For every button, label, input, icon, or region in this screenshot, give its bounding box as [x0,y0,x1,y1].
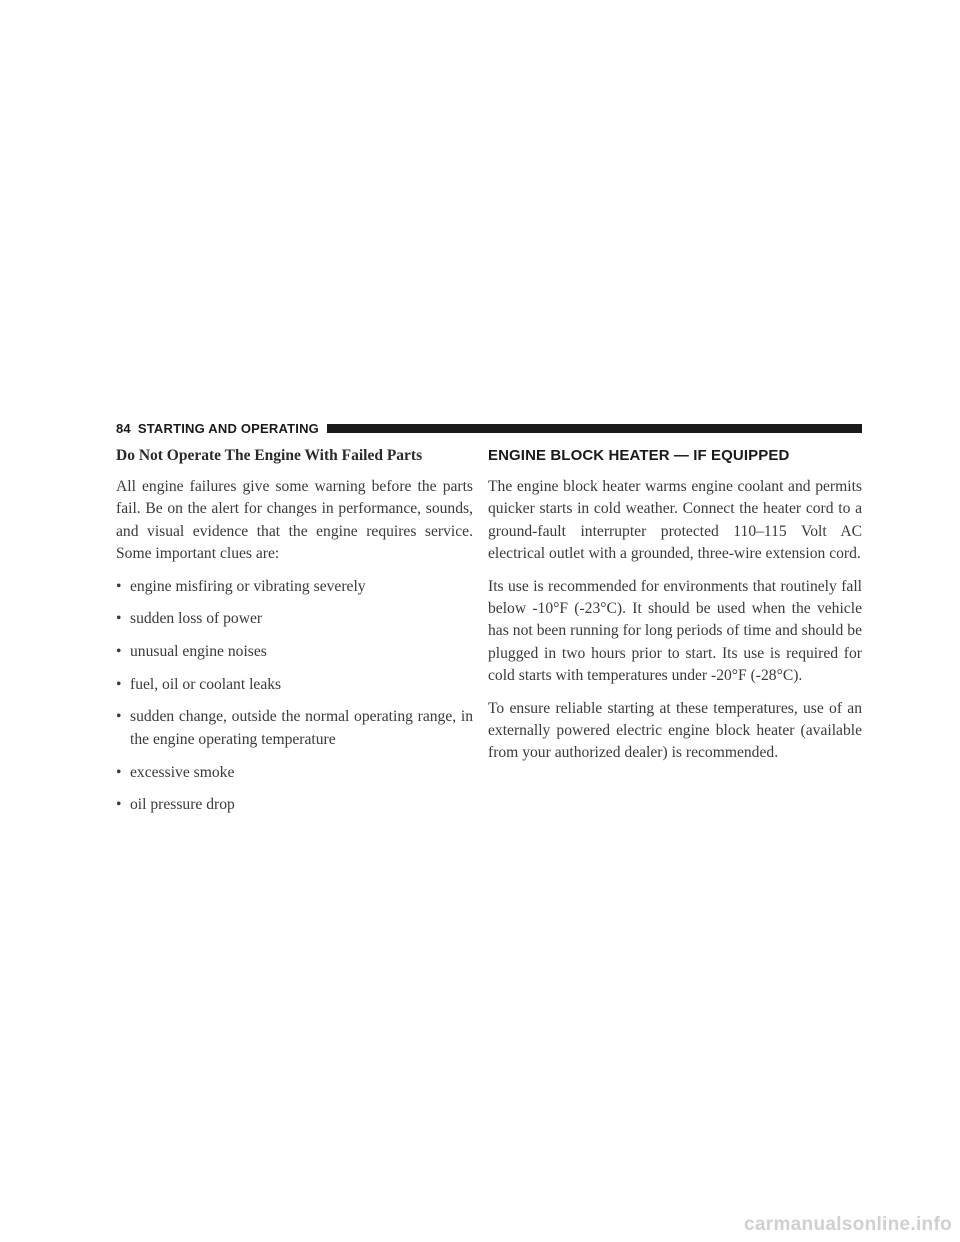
list-item [116,762,473,784]
list-item-text: fuel, oil or coolant leaks [130,675,282,693]
block-heater-paragraph-1: The engine block heater warms engine coolant and permits quicker starts in cold weather. Connect the heater cord to a ground-fault interrupter protected 110–115 Volt AC electrical outlet with a grounded, three-wire extension cord. [488,478,862,563]
list-item-text: oil pressure drop [130,796,235,814]
header-rule [327,424,862,433]
list-item [116,608,473,630]
list-item [116,794,473,816]
bullet: • [116,796,122,814]
block-heater-paragraph-3: To ensure reliable starting at these temperatures, use of an externally powered electric engine block heater (available from your authorized dealer) is recommended. [488,699,862,762]
bullet: • [116,675,122,693]
block-heater-paragraph-2: Its use is recommended for environments that routinely fall below -10°F (-23°C). It should be used when the vehicle has not been running for long periods of time and should be plugged in two hours prior to start. Its use is required for cold starts with temperatures under -20°F (-28°C). [488,577,862,685]
list-item [116,674,473,696]
page-number: 84 [116,420,131,436]
bullet: • [116,577,122,595]
failed-parts-intro: All engine failures give some warning before the parts fail. Be on the alert for changes in performance, sounds, and visual evidence that the engine requires service. Some important clues are: [116,478,473,563]
bullet: • [116,708,122,726]
list-item-text: engine misfiring or vibrating severely [130,577,366,595]
list-item [116,641,473,663]
list-item-text: sudden change, outside the normal operating range, in the engine operating temperature [130,708,473,748]
bullet: • [116,643,122,661]
list-item [116,706,473,751]
section-title: STARTING AND OPERATING [137,420,319,436]
failed-parts-heading: Do Not Operate The Engine With Failed Parts [116,447,423,464]
page-header [116,420,862,436]
list-item-text: unusual engine noises [130,643,267,661]
bullet: • [116,763,122,781]
left-column [116,446,473,827]
right-column [488,446,862,775]
block-heater-heading: ENGINE BLOCK HEATER — IF EQUIPPED [488,447,790,464]
list-item-text: sudden loss of power [130,610,263,628]
warning-clues-list [116,576,473,817]
list-item-text: excessive smoke [130,763,235,781]
list-item [116,576,473,598]
watermark: carmanualsonline.info [744,1214,952,1235]
bullet: • [116,610,122,628]
